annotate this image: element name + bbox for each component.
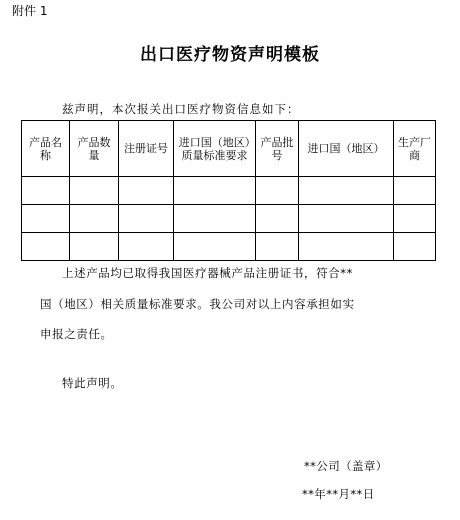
table-cell — [70, 177, 119, 205]
header-batch-number — [256, 121, 299, 177]
document-title: 出口医疗物资声明模板 — [140, 45, 320, 65]
header-quality-standard — [174, 121, 256, 177]
table-cell — [394, 233, 436, 261]
body-paragraph-line: 国（地区）相关质量标准要求。我公司对以上内容承担如实 — [40, 297, 355, 311]
table-cell — [394, 205, 436, 233]
header-registration-number — [119, 121, 174, 177]
table-row — [22, 233, 436, 261]
table-cell — [256, 205, 299, 233]
body-paragraph-line: 申报之责任。 — [40, 327, 113, 341]
table-cell — [22, 205, 70, 233]
attachment-label: 附件 1 — [12, 4, 48, 18]
intro-statement: 兹声明，本次报关出口医疗物资信息如下： — [62, 102, 300, 116]
table-cell — [119, 233, 174, 261]
table-row — [22, 205, 436, 233]
table-cell — [22, 177, 70, 205]
declaration-table — [21, 120, 436, 261]
header-label: 进口国（地区）质量标准要求 — [178, 135, 251, 162]
header-label: 进口国（地区） — [307, 142, 385, 155]
table-cell — [299, 233, 394, 261]
table-row — [22, 177, 436, 205]
table-cell — [256, 233, 299, 261]
header-label: 产品数量 — [77, 135, 111, 162]
table-cell — [299, 205, 394, 233]
table-cell — [174, 177, 256, 205]
header-product-name — [22, 121, 70, 177]
header-label: 产品名称 — [29, 135, 62, 162]
table-cell — [22, 233, 70, 261]
date-line: **年**月**日 — [302, 487, 375, 501]
header-label: 注册证号 — [124, 142, 168, 155]
table-cell — [174, 233, 256, 261]
table-cell — [256, 177, 299, 205]
header-label: 生产厂商 — [398, 135, 431, 162]
body-paragraph-line: 上述产品均已取得我国医疗器械产品注册证书，符合** — [62, 266, 353, 280]
table-header-row — [22, 121, 436, 177]
company-seal-line: **公司（盖章） — [304, 459, 388, 473]
header-importing-country — [299, 121, 394, 177]
table-cell — [394, 177, 436, 205]
header-manufacturer — [394, 121, 436, 177]
table-cell — [70, 233, 119, 261]
table-cell — [174, 205, 256, 233]
table-cell — [119, 205, 174, 233]
table-cell — [119, 177, 174, 205]
header-label: 产品批号 — [260, 135, 294, 162]
closing-statement: 特此声明。 — [62, 376, 123, 390]
header-product-quantity — [70, 121, 119, 177]
table-cell — [299, 177, 394, 205]
table-cell — [70, 205, 119, 233]
